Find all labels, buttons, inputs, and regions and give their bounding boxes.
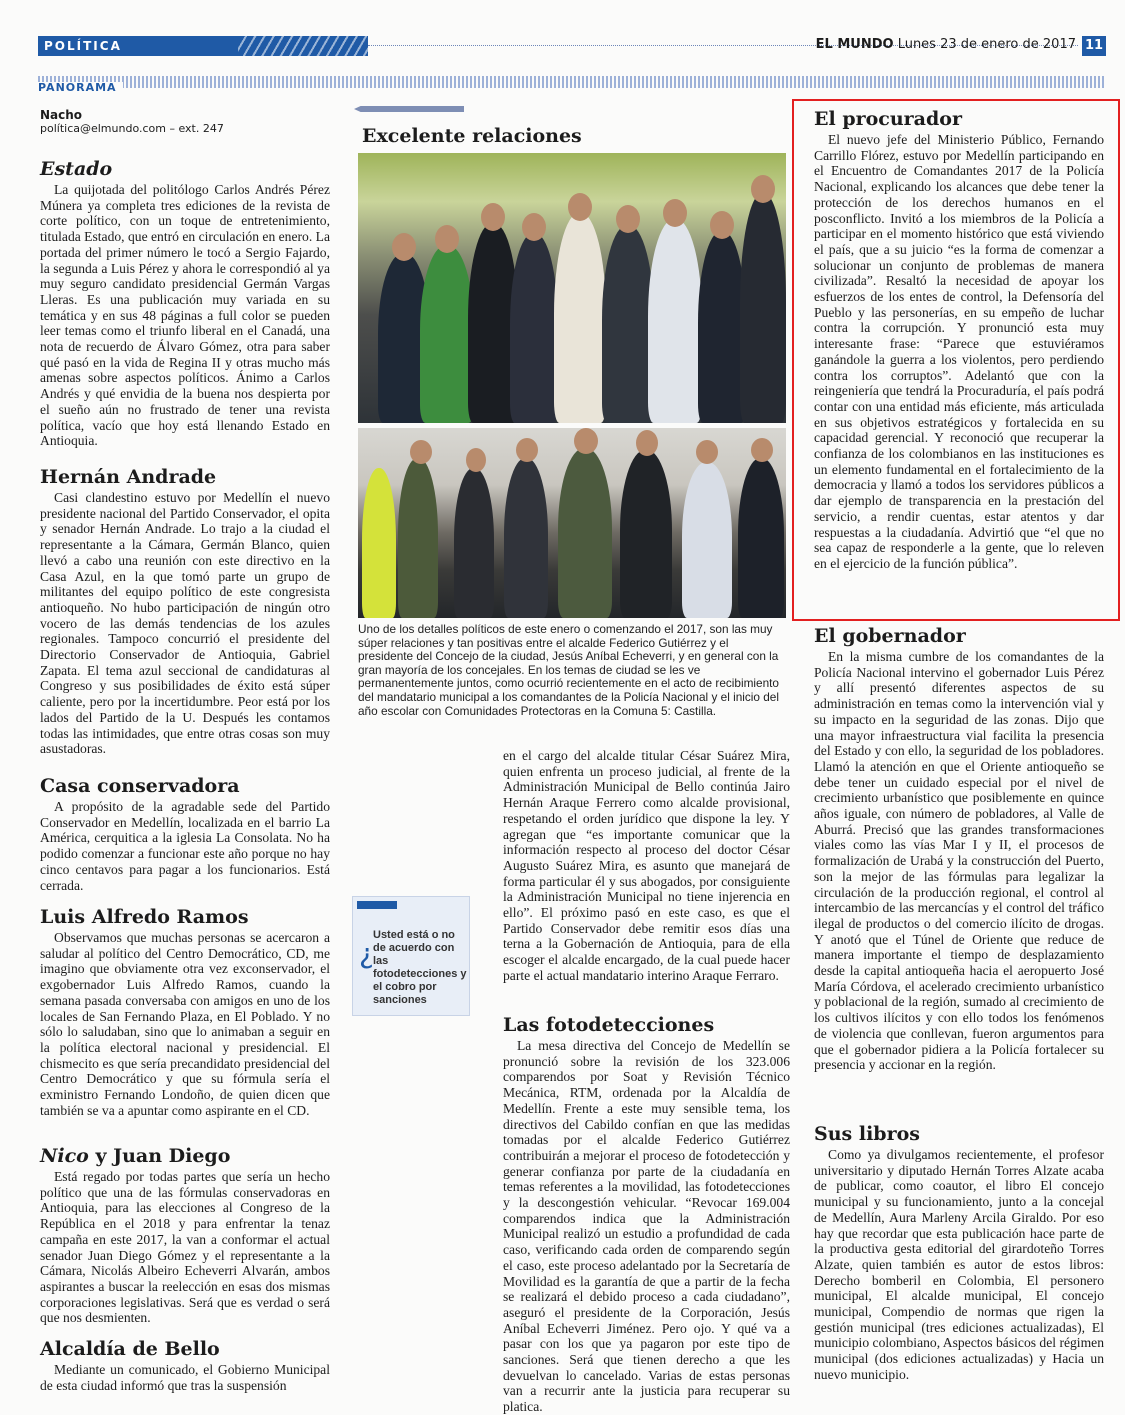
masthead: [816, 37, 1076, 52]
article-bello-continued: [503, 748, 790, 984]
photo-block: [354, 103, 790, 748]
article-body: Como ya divulgamos recientemente, el profesor universitario y diputado Hernán Torres Alzate acaba de publicar, como coautor, el libro El concejo municipal y su funcionamiento, junto a la concejal de Medellín, Aura Marleny Arcila Giraldo. Por eso hay que recordar que esta publicación hace parte de la productiva gesta editorial del girardoteño Torres Alzate, quien también es autor de estos libros: Derecho bomberil en Colombia, El personero municipal, El alcalde municipal, El concejo municipal, Compendio de normas que rigen la gestión municipal (tres ediciones actualizadas), El municipio colombiano, Aspectos básicos del régimen municipal (dos ediciones actualizadas) y Hacia un nuevo municipio.: [814, 1147, 1104, 1382]
article-title: Nico y Juan Diego: [40, 1145, 231, 1167]
article-andrade: [40, 466, 330, 757]
article-body: Casi clandestino estuvo por Medellín el nuevo presidente nacional del Partido Conservador, el opita y senador Hernán Andrade. Lo trajo a la ciudad el representante a la Cámara, Germán Blanco, quien llevó a cabo una reunión con este directivo en la Casa Azul, en la que tomó parte un grupo de militantes del equipo político de este congresista antioqueño. No hubo participación de ningún otro vocero de las demás tendencias de los azules regionales. Tampoco concurrió el presidente del Directorio Conservador de Antioquia, Gabriel Zapata. El tema azul seccional de candidaturas al Congreso y sus posibilidades de éxito está súper caliente, pero por la incertidumbre. Peor está por los lados del Partido de la U. Después les contamos todas las intimidades, que entre otras cosas son muy asustadoras.: [40, 490, 330, 757]
question-mark-icon: ¿: [359, 937, 374, 970]
group-photo-bottom: [358, 428, 786, 618]
reader-question: Usted está o no de acuerdo con las fotodetecciones y el cobro por sanciones: [373, 929, 467, 1006]
article-title: El procurador: [814, 108, 962, 130]
article-title: Alcaldía de Bello: [40, 1338, 220, 1360]
author-name: Nacho: [40, 108, 83, 122]
section-tag: [38, 36, 368, 56]
reader-question-box: [352, 896, 470, 1016]
article-body: El nuevo jefe del Ministerio Público, Fernando Carrillo Flórez, estuvo por Medellín participando en el Encuentro de Comandantes 2017 de la Policía Nacional, explicando los alcances que debe tener la protección de los derechos humanos en el posconflicto. Invitó a los miembros de la Policía a participar en el momento histórico que está viviendo el país, que a su juicio “es la forma de comenzar a solucionar un conjunto de problemas de manera civilizada”. Resaltó la necesidad de apoyar los esfuerzos de los entes de control, la Defensoría del Pueblo y las personerías, en su empeño de luchar contra la corrupción. Y pronunció esta muy interesante frase: “Parece que estuviéramos ganándole la guerra a los violentos, pero perdiendo contra los corruptos”. Adelantó que con la reingeniería que tendrá la Procuraduría, el país podrá contar con una entidad más eficiente, más articulada en sus objetivos estratégicos y fortalecida en su capacidad gerencial. Y reconoció que recuperar la confianza de los colombianos en las instituciones es un elemento fundamental en el fortalecimiento de la democracia y llamó a todos los servidores públicos a dar ejemplo de transparencia en la prestación del servicio, a rendir cuentas, estar atentos y dar respuestas a la ciudadanía. Advirtió que “el que no sea capaz de responderle a la gente, que lo releven en el ejercicio de la función pública”.: [814, 132, 1104, 571]
article-title: Sus libros: [814, 1123, 920, 1145]
article-title: Estado: [40, 158, 113, 180]
article-title: Hernán Andrade: [40, 466, 217, 488]
article-title: Luis Alfredo Ramos: [40, 906, 249, 928]
subsection-label: PANORAMA: [38, 82, 123, 94]
pencil-icon: [354, 106, 464, 112]
article-nico-juan-diego: [40, 1145, 330, 1326]
article-body: Mediante un comunicado, el Gobierno Municipal de esta ciudad informó que tras la suspensión: [40, 1362, 330, 1393]
article-libros: [814, 1123, 1104, 1383]
photo-title: Excelente relaciones: [362, 125, 582, 147]
issue-date: Lunes 23 de enero de 2017: [897, 37, 1076, 52]
article-body: La mesa directiva del Concejo de Medellín se pronunció sobre la revisión de los 323.006 comparendos por Soat y Revisión Técnico Mecánica, RTM, ordenada por la Alcaldía de Medellín. Frente a este muy sensible tema, los directivos del Cabildo confían en que las medidas tomadas por el alcalde Federico Gutiérrez contribuirán a mejorar el proceso de fotodetección y generar confianza por parte de la ciudadanía en temas referentes a la movilidad, las fotodetecciones y la descongestión vehicular. “Revocar 169.004 comparendos indica que la Administración Municipal realizó un estudio a profundidad de cada caso, verificando cada orden de comparendo según el caso, este proceso adelantado por la Secretaría de Movilidad es la garantía de que a partir de la fecha se realizará el debido proceso a cada ciudadano”, aseguró el presidente de la Corporación, Jesús Aníbal Echeverri Jiménez. Pero ojo. Y qué va a pasar con los que ya pagaron por este tipo de sanciones. Será que tienen derecho a que les devuelvan lo cancelado. Varias de estas personas van a recurrir ante la justicia para recuperar su platica.: [503, 1038, 790, 1415]
article-body: En la misma cumbre de los comandantes de la Policía Nacional intervino el gobernador Luis Pérez y allí presentó diferentes aspectos de su administración en temas como la intervención vial y su impacto en la seguridad de las zonas. Dijo que una mayor infraestructura vial facilita la presencia del Estado y con ello, la seguridad de los pobladores. Llamó la atención en que el Oriente antioqueño se debe tener un cuidado especial por el nivel de crecimiento urbanístico que posiblemente en quince años iguale, con número de pobladores, al Valle de Aburrá. Precisó que las grandes transformaciones viales como las vías Mar I y II, el procesos de formalización de Urabá y la construcción del Puerto, son la mejor de las fórmulas para legalizar la circulación de la producción regional, el control al intercambio de las mercancías y el control del tráfico ilegal de productos o del comercio ilícito de drogas. Y anotó que el Túnel de Oriente que reduce de manera importante el tiempo de desplazamiento desde la capital antioqueña hacia el aeropuerto José María Córdova, el acelerado crecimiento urbanístico y poblacional de la región, sumado al crecimiento de los cultivos ilícitos y con ello todos los fenómenos de violencia que conllevan, fueron argumentos para que el gobernador pidiera a la Policía fortalecer su presencia y accionar en la región.: [814, 649, 1104, 1073]
article-body: Está regado por todas partes que sería un hecho político que una de las fórmulas conservadoras en Antioquia, para las elecciones al Congreso de la República en el 2018 y para enfrentar la tenaz campaña en este 2017, la van a conformar el actual senador Juan Diego Gómez y el representante a la Cámara, Nicolás Albeiro Echeverri Alvarán, ambos aspirantes a buscar la reelección en esas dos mismas corporaciones legislativas. Será que es verdad o será que nos desmienten.: [40, 1169, 330, 1326]
article-title: Las fotodetecciones: [503, 1014, 715, 1036]
article-ramos: [40, 906, 330, 1118]
article-casa-conservadora: [40, 775, 330, 893]
article-procurador: [814, 108, 1104, 572]
paper-name: EL MUNDO: [815, 37, 894, 52]
decor-bars: [357, 901, 397, 909]
photo-caption: Uno de los detalles políticos de este enero o comenzando el 2017, son las muy súper relaciones y tan positivas entre el alcalde Federico Gutiérrez y el presidente del Concejo de la ciudad, Jesús Aníbal Echeverri, y en general con la gran mayoría de los concejales. En los temas de ciudad se les ve permanentemente juntos, como ocurrió recientemente en el acto de recibimiento del mandatario municipal a los comandantes de la Policía Nacional y el inicio del año escolar con Comunidades Protectoras en la Comuna 5: Castilla.: [358, 622, 779, 718]
group-photo-top: [358, 153, 786, 423]
article-title: Casa conservadora: [40, 775, 240, 797]
page-number: 11: [1082, 36, 1106, 56]
article-body: en el cargo del alcalde titular César Suárez Mira, quien enfrenta un proceso judicial, al frente de la Administración Municipal de Bello continúa Jairo Hernán Araque Ferrero como alcalde provisional, respetando el orden jurídico que dispone la ley. Y agregan que “es importante comunicar que la información respecto al proceso del doctor César Augusto Suárez Mira, es asunto que manejará de forma particular él y sus abogados, por consiguiente la Administración Municipal no tiene injerencia en ello”. El próximo pasó en este caso, es que el Partido Conservador debe remitir esos días una terna a la Gobernación de Antioquia, para de ella escoger el alcalde encargado, de la cual puede hacer parte el actual mandatario interino Araque Ferraro.: [503, 748, 790, 983]
article-body: A propósito de la agradable sede del Partido Conservador en Medellín, localizada en el barrio La América, cerquitica a la iglesia La Consolata. No ha podido comenzar a funcionar este año porque no hay cinco centavos para pagar a los funcionarios. Está cerrada.: [40, 799, 330, 893]
article-gobernador: [814, 625, 1104, 1073]
article-fotodetecciones: [503, 1014, 790, 1415]
article-body: La quijotada del politólogo Carlos Andrés Pérez Múnera ya completa tres ediciones de la revista de corte político, con un toque de entretenimiento, titulada Estado, que entró en circulación en enero. La portada del primer número le tocó a Sergio Fajardo, la segunda a Luis Pérez y ahora le correspondió al ya muy seguro candidato presidencial Germán Vargas Lleras. Es una publicación muy variada en su temática y en sus 48 páginas a full color se pueden leer temas como el triunfo liberal en el Canadá, una nota de recuerdo de Álvaro Gómez, otra para saber qué pasó en la vida de Regina II y otras mucho más amenas sobre aspectos políticos. Ánimo a Carlos Andrés y qué envidia de la buena nos despierta por el sueño aún no frustrado de tener una revista política, vacío que hoy está llenando Estado en Antioquia.: [40, 182, 330, 449]
section-label: POLÍTICA: [44, 39, 122, 53]
page-header: [38, 36, 1106, 58]
article-estado: [40, 158, 330, 449]
article-bello: [40, 1338, 330, 1393]
article-title: El gobernador: [814, 625, 966, 647]
article-body: Observamos que muchas personas se acercaron a saludar al político del Centro Democrático, CD, me imagino que obviamente otra vez exconservador, el exgobernador Luis Alfredo Ramos, cuando la semana pasada conversaba con amigos en uno de los locales de San Fernando Plaza, en El Poblado. Y no sólo lo saludaban, sino que lo animaban a seguir en la política electoral nacional y presidencial. El chismecito es que sería precandidato presidencial del Centro Democrático y que su fórmula sería el exministro Fernando Londoño, de quien dicen que también se va a apuntar como aspirante en el CD.: [40, 930, 330, 1118]
subsection-bar: [38, 76, 1106, 94]
byline: [40, 108, 224, 136]
author-contact: política@elmundo.com – ext. 247: [40, 122, 224, 135]
